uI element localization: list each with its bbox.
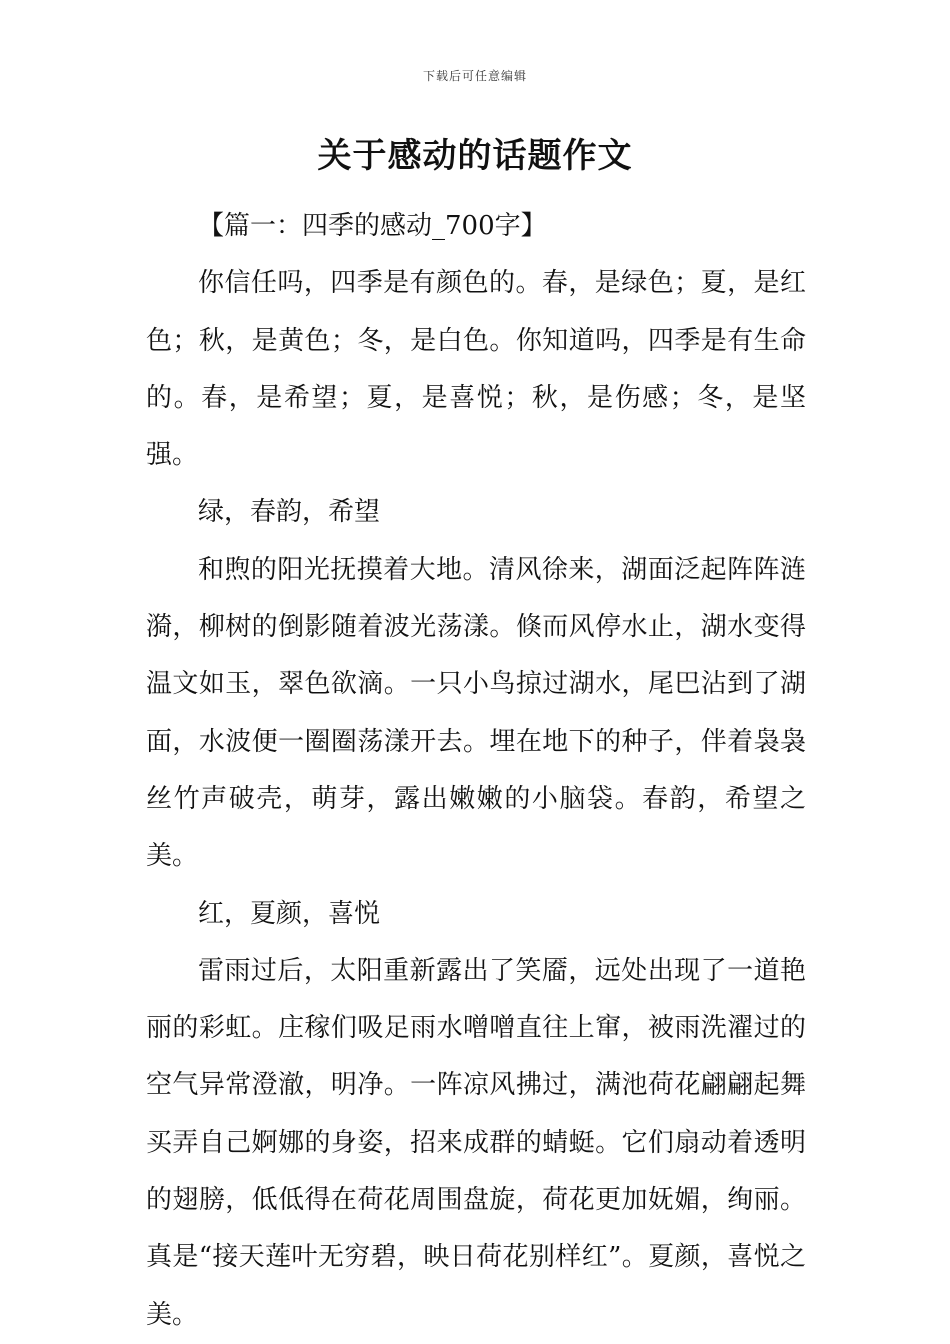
header-note: 下载后可任意编辑 <box>422 69 527 83</box>
document-title: 关于感动的话题作文 <box>317 136 633 176</box>
summer-subheading: 红，夏颜，喜悦 <box>198 898 381 929</box>
spring-subheading: 绿，春韵，希望 <box>198 497 381 528</box>
spring-paragraph: 和煦的阳光抚摸着大地。清风徐来，湖面泛起阵阵涟漪，柳树的倒影随着波光荡漾。倏而风停水止，湖水变得温文如玉，翠色欲滴。一只小鸟掠过湖水，尾巴沾到了湖面，水波便一圈圈荡漾开去。埋在地下的种子，伴着袅袅丝竹声破壳，萌芽，露出嫩嫩的小脑袋。春韵，希望之美。 <box>146 554 806 872</box>
intro-paragraph: 你信任吗，四季是有颜色的。春，是绿色；夏，是红色；秋，是黄色；冬，是白色。你知道吗，四季是有生命的。春，是希望；夏，是喜悦；秋，是伤感；冬，是坚强。 <box>146 268 806 471</box>
document-body <box>146 198 806 1344</box>
summer-paragraph: 雷雨过后，太阳重新露出了笑靥，远处出现了一道艳丽的彩虹。庄稼们吸足雨水噌噌直往上窜，被雨洗濯过的空气异常澄澈，明净。一阵凉风拂过，满池荷花翩翩起舞买弄自己婀娜的身姿，招来成群的蜻蜓。它们扇动着透明的翅膀，低低得在荷花周围盘旋，荷花更加妩媚，绚丽。真是“接天莲叶无穷碧，映日荷花别样红”。夏颜，喜悦之美。 <box>146 955 806 1330</box>
section-heading: 【篇一：四季的感动_700字】 <box>198 211 547 241</box>
